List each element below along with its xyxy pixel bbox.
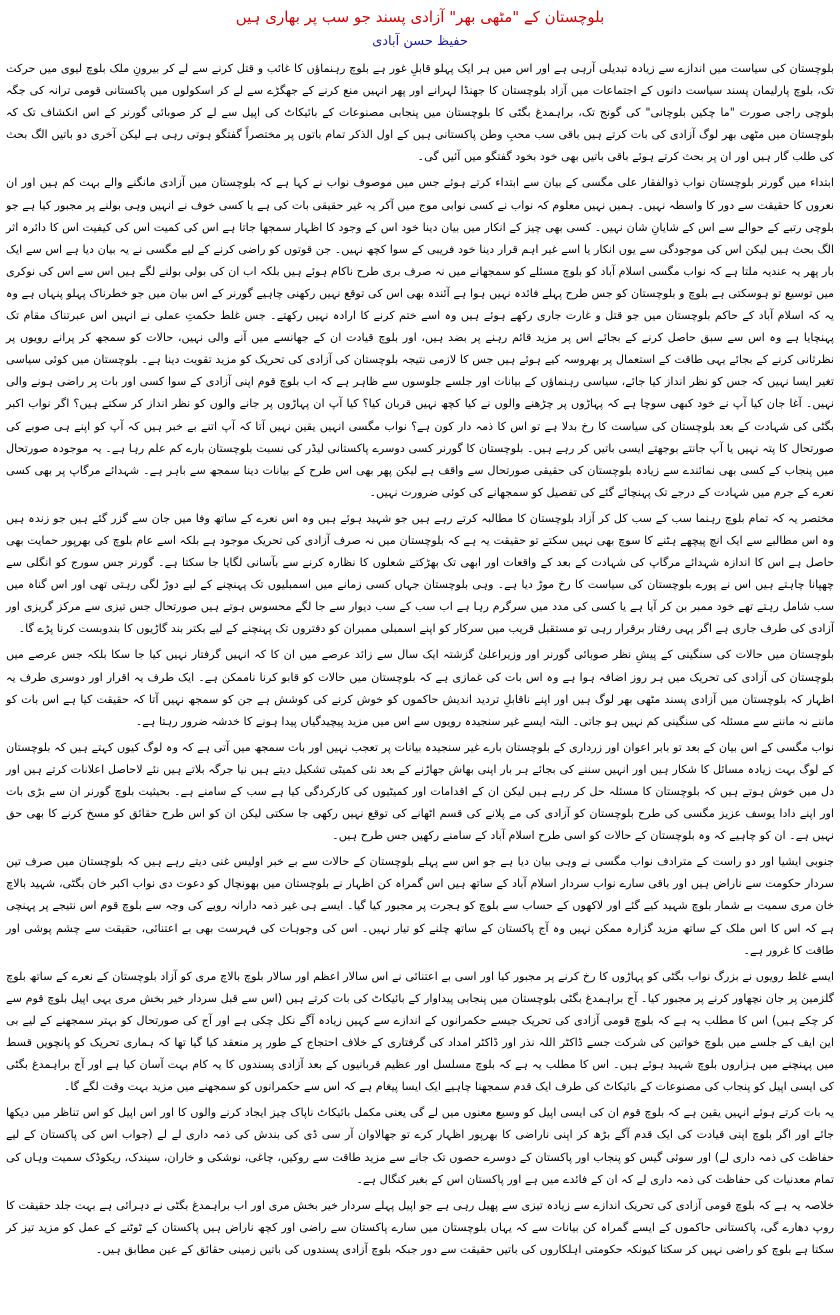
article-title: بلوچستان کے "مٹھی بھر" آزادی پسند جو سب پر بھاری ہیں (235, 8, 605, 26)
paragraph: خلاصہ یہ ہے کہ بلوچ قومی آزادی کی تحریک اندازے سے زیادہ تیزی سے پھیل رہی ہے جو اپیل پہلے سردار خیر بخش مری اور اب براہمدغ بگٹی نے دہرائی ہے بہت جلد حقیقت کا روپ دھارے گی، پاکستانی حاکموں کے ایسے گمراہ کن بیانات سے کہ یہاں بلوچستان میں سارے پاکستان سے راضی اور کچھ ناراض ہیں پاکستان کے ٹوٹنے کے عمل کو مزید تیز کر سکتا ہے بلوچ کو راضی نہیں کر سکتا کیونکہ حکومتی اہلکاروں کی باتیں حقیقت سے دور جبکہ بلوچ آزادی پسندوں کی باتیں زمینی حقائق کے عین مطابق ہیں۔ (6, 1198, 834, 1256)
paragraph: ایسے غلط رویوں نے بزرگ نواب بگٹی کو پہاڑوں کا رخ کرنے پر مجبور کیا اور اسی بے اعتنائی نے اس سالار اعظم اور سالار بلوچ بالاچ مری کو آزاد بلوچستان کے نعرے کے ساتھ بلوچ گلزمین پر جان نچھاور کرنے پر مجبور کیا۔ آج براہمدغ بگٹی بلوچستان میں پنجابی پیداوار کے بائیکاٹ کی بات کرتے ہیں (اس سے قبل سردار خیر بخش مری یہی اپیل بلوچ قوم سے کر چکے ہیں) اس کا مطلب یہ ہے کہ بلوچ قومی آزادی کی تحریک جیسے حکمرانوں کے اندازے سے کہیں زیادہ آگے نکل چکی ہے اور آج کی صورتحال کو بہتر سمجھنے کے لیے بی این ایف کے جلسے میں بلوچ خواتین کی شرکت جسے ڈاکٹر اللہ نذر اور ڈاکٹر امداد کی گرفتاری کے خلاف احتجاج کے طور پر منعقد کیا گیا تھا کہ ہماری تحریک کو پانچویں قسط میں پہنچنے میں ہزاروں بلوچ شہید ہوئے ہیں۔ اس کا مطلب یہ ہے کہ بلوچ مسلسل اور عظیم قربانیوں کے بعد آزادی پسندوں کا یہ کام بہت آسان کیا ہے اور آج براہمدغ بگٹی کی ایسی اپیل کو پنجاب کی مصنوعات کے بائیکاٹ کی طرف ایک قدم سمجھنا چاہیے ایک ایسا پیغام ہے کہ اس سے حکمرانوں کو سمجھنے میں مزید بہت وقت لگے گا۔ (6, 969, 834, 1094)
paragraph: مختصر یہ کہ تمام بلوچ رہنما سب کے سب کل کر آزاد بلوچستان کا مطالبہ کرتے رہے ہیں جو شہید ہوئے ہیں وہ اس نعرے کے ساتھ وفا میں جان سے گزر گئے ہیں جو زندہ ہیں وہ اس مطالبے سے ایک انچ پیچھے ہٹنے کا سوچ بھی نہیں سکتے تو حقیقت یہ ہے کہ بلوچستان میں نہ صرف آزادی کی تحریک موجود ہے بلکہ اسے عام بلوچ کی بھرپور حمایت بھی حاصل ہے اس کا اندازہ شہدائے مرگاپ کی شہادت کے بعد کے واقعات اور ابھی تک بھڑکتے شعلوں کا نظارہ کرنے سے بآسانی لگایا جا سکتا ہے۔ گورنر جس سورج کو انگلی سے چھپانا چاہتے ہیں اس نے پورے بلوچستان کی سیاست کا رخ موڑ دیا ہے۔ وہی بلوچستان جہاں کسی زمانے میں اسمبلیوں تک پہنچنے کے لیے دوڑ لگی رہتی تھی اور اس گناہ میں سب شامل رہتے تھے خود ممبر بن کر آیا ہے یا کسی کی مدد میں سرگرم رہا ہے اب سب کے سب دیوار سے جا لگے محسوس ہوتے ہیں صورتحال جس تیزی سے مرکز گریزی اور آزادی کی طرف جاری ہے اگر یہی رفتار برقرار رہی تو مستقبل قریب میں سرکار کو اپنے اسمبلی ممبران کو دفتروں تک پہنچنے کے لیے بکتر بند گاڑیوں کا بندوبست کرنا پڑے گا۔ (6, 511, 834, 636)
paragraph: جنوبی ایشیا اور دو راست کے مترادف نواب مگسی نے وہی بیان دیا ہے جو اس سے پہلے بلوچستان کے حالات سے بے خبر اولیس غنی دیتے رہے ہیں کہ بلوچستان میں صرف تین سردار حکومت سے ناراض ہیں اور باقی سارے نواب سردار اسلام آباد کے ساتھ ہیں اس گمراہ کن اظہار نے بلوچستان میں بھونچال کو دعوت دی نواب اکبر خان بگٹی، شہید بالاچ خان مری سمیت بے شمار بلوچ شہید کیے گئے اور لاکھوں کے حساب سے بلوچ کو ہجرت پر مجبور کیا گیا۔ ایسے ہی غیر ذمہ دارانہ رویے کی وجہ سے بلوچ قوم اس نتیجے پر پہنچی ہے کہ اس کا اس ملک کے ساتھ مزید گزارہ ممکن نہیں وہ آج پاکستان کے ساتھ چلنے کو تیار نہیں۔ اس کی وجوہات کی فہرست بھی بے اعتنائی، حقیقت سے چشم پوشی اور طاقت کا غرور ہے۔ (6, 855, 834, 957)
paragraph: بلوچستان کی سیاست میں اندازے سے زیادہ تبدیلی آرہی ہے اور اس میں ہر ایک پہلو قابلِ غور ہے بلوچ رہنماؤں کا غائب و قتل کرنے سے لے کر بیرونِ ملک بلوچ لیوی میں حرکت تک، بلوچ پارلیمان پسند سیاست دانوں کے اجتماعات میں آزاد بلوچستان کا جھنڈا لہرانے اور پھر انہیں منع کرنے کے جھگڑے سے لے کر اسکولوں میں پاکستانی قومی ترانہ کی جگہ بلوچی راجی صورت "ما چکیں بلوچانی" کی گونج تک، براہمدغ بگٹی کا بلوچستان میں پنجابی مصنوعات کے بائیکاٹ کی اپیل سے لے کر صوبائی گورنر کے اس انکشاف تک کہ بلوچستان میں مٹھی بھر لوگ آزادی کی بات کرتے ہیں باقی سب محبِ وطن پاکستانی ہیں کے اول الذکر تمام باتوں پر مختصراً گفتگو ہوتی رہی ہے لیکن آخری دو باتیں الگ بحث کی طلب گار ہیں اور ان پر بحث کرتے ہوئے باقی باتیں بھی خود بخود گفتگو میں آئیں گی۔ (6, 62, 834, 164)
paragraph: نواب مگسی کے اس بیان کے بعد تو بابر اعوان اور زرداری کے بلوچستان بارے غیر سنجیدہ بیانات پر تعجب نہیں اور بات سمجھ میں آتی ہے کہ وہ لوگ کیوں کہتے ہیں کہ بلوچستان کے لوگ بہت زیادہ مسائل کا شکار ہیں اور انہیں سننے کی بجائے ہر بار اپنی بھاش جھاڑنے کے بعد نئی کمیٹی تشکیل دیتے ہیں نیا جرگہ بلاتے ہیں نئے لاحاصل اعلانات کرتے ہیں اور دل میں خوش ہوتے ہیں کہ بلوچستان کا مسئلہ حل کر رہے ہیں لیکن ان کے اقدامات اور کمیٹیوں کی کارکردگی کیا ہے سب کے سامنے ہے۔ بحیثیت بلوچ گورنر ان سے بڑی بات اور اپنے دادا یوسف عزیز مگسی کی طرح بلوچستان کو آزادی کی مے پلانے کی قسم اٹھانے کی توقع نہیں رکھی جا سکتی لیکن ان کو اس طرح حقائق کو مسخ کرنے کا بھی حق نہیں ہے۔ ان کو چاہیے کہ وہ بلوچستان کے حالات کو اسی طرح اسلام آباد کے سامنے رکھیں جس طرح ہیں۔ (6, 740, 834, 843)
paragraph: ابتداء میں گورنر بلوچستان نواب ذوالفقار علی مگسی کے بیان سے ابتداء کرتے ہوئے جس میں موصوف نواب نے کہا ہے کہ بلوچستان میں آزادی مانگنے والے بہت کم ہیں اور ان نعروں کا حقیقت سے دور کا واسطہ نہیں۔ ہمیں نہیں معلوم کہ نواب نے کسی نوابی موج میں آکر یہ غیر حقیقی بات کی ہے یا کسی خوف نے انہیں وہی بولنے پر مجبور کیا ہے جو بلوچی رتبے کے حوالے سے اس کے شایانِ شان نہیں۔ کسی بھی چیز کے انکار میں بیان دینا خود اس کے وجود کا اظہار سمجھا جاتا ہے اس کی کمیت اس کی کیفیت اس کا دائرہ اثر الگ بحث ہیں لیکن اس کی موجودگی سے یوں انکار یا اسے غیر اہم قرار دینا خود فریبی کے سوا کچھ نہیں۔ جن قوتوں کو راضی کرنے کے لیے مگسی نے یہ بیان دیا ہے اس سے ایک بار پھر یہ عندیہ ملتا ہے کہ نواب مگسی اسلام آباد کو بلوچ مسئلے کو سمجھانے میں نہ صرف بری طرح ناکام ہوئے ہیں بلکہ اب ان کی بولی بولنے لگے ہیں اس سے اس کی نوکری میں توسیع تو ہوسکتی ہے بلوچ و بلوچستان کو جس طرح پہلے فائدہ نہیں ہوا ہے آئندہ بھی اس کی توقع نہیں رکھنی چاہیے گورنر کے اس بیان میں جو خطرناک پہلو پنہاں ہے وہ یہ کہ اسلام آباد کے حاکم بلوچستان میں جو قتل و غارت جاری رکھے ہوئے ہیں وہ اسے ختم کرنے کا ارادہ نہیں رکھتے۔ جس غلط حکمتِ عملی نے انہیں اس عبرتناک مقام تک پہنچایا ہے وہ اس سے سبق حاصل کرنے کے بجائے اس پر مزید قائم رہنے پر بضد ہیں، اور بلوچ قیادت ان کے جھانسے میں آنے والی نہیں، حالات کو سمجھ کر پرانے رویوں پر نظرثانی کرنے کے بجائے یہی طاقت کے استعمال پر بھروسہ کیے ہوئے ہیں جس کا لازمی نتیجہ بلوچستان کی آزادی کی تحریک کو مزید تقویت دینا ہے۔ بلوچستان میں کوئی سیاسی تغیر ایسا نہیں کہ جس کو نظر انداز کیا جائے، سیاسی رہنماؤں کے بیانات اور جلسے جلوسوں سے ظاہر ہے کہ اب بلوچ قوم اپنی آزادی کے سوا کسی اور بات پر راضی ہونے والی نہیں۔ آغا جان کیا آپ نے خود کبھی سوچا ہے کہ پہاڑوں پر چڑھنے والوں نے کیا کچھ نہیں قربان کیا؟ کیا آپ ان پہاڑوں پر جانے والوں کو نظر انداز کر سکتے ہیں؟ اگر نواب اکبر بگٹی کی شہادت کے بعد بلوچستان کی سیاست کا رخ بدلا ہے تو اس کا ذمہ دار کون ہے؟ نواب مگسی انہیں یقین نہیں آتا کہ آپ اتنے بے خبر ہیں کہ آپ کو اپنے ہی صوبے کی صورتحال کا پتہ نہیں یا آپ جانتے بوجھتے ایسی باتیں کر رہے ہیں۔ بلوچستان کا گورنر کسی دوسرے پاکستانی لیڈر کی نسبت بلوچستان بارے کم علم رہا ہے۔ یہ موجودہ صورتحال میں پنجاب کے کسی بھی نمائندے سے زیادہ بلوچستان کی حقیقی صورتحال سے واقف ہے لیکن پھر بھی اس طرح کے بیانات دینا سمجھ سے باہر ہے۔ شہدائے مرگاپ پر بھی کسی نعرے کے جرم میں شہادت کے درجے تک پہنچائے گئے کی تفصیل کو سمجھانے کی کوئی ضرورت نہیں۔ (6, 176, 834, 499)
paragraph: یہ بات کرتے ہوئے انہیں یقین ہے کہ بلوچ قوم ان کی ایسی اپیل کو وسیع معنوں میں لے گی یعنی مکمل بائیکاٹ ناپاک چیز ایجاد کرنے والوں کا اور اس اپیل کو اس تناظر میں دیکھا جائے اور اگر بلوچ اپنی قیادت کی ایک قدم آگے بڑھ کر اپنی ناراضی کا بھرپور اظہار کرے تو جھالاوان آر سی ڈی کی بندش کی ذمہ داری لے لے (جواب اس کی پاکستان کے لیے حفاظت کی ذمہ داری لے) اور سوئی گیس کو پنجاب اور پاکستان کے دوسرے حصوں تک جانے سے مزید طاقت سے روکیں، چاغی، نوشکی و خاران، سیندک، ریکوڈک سمیت وہاں کی تمام معدنیات کی حفاظت کی ذمہ داری لے کہ ان کے فائدے میں ہے اور پاکستان اس کے بغیر کنگال ہے۔ (6, 1106, 834, 1186)
article-author: حفیظ حسن آبادی (372, 34, 468, 49)
paragraph: بلوچستان میں حالات کی سنگینی کے پیشِ نظر صوبائی گورنر اور وزیراعلیٰ گزشتہ ایک سال سے زائد عرصے میں ان کا کہ انہیں گرفتار نہیں کیا جا سکا بلکہ جس عرصے میں بلوچستان کی آزادی کی تحریک میں ہر روز اضافہ ہوا ہے وہ اس بات کی غمازی ہے کہ بلوچستان میں حالات کو قابو کرنا ناممکن ہے۔ ایک طرف یہ اقرار اور دوسری طرف یہ اظہار کہ بلوچستان میں آزادی پسند مٹھی بھر لوگ ہیں اور اپنے ناقابلِ تردید اندیش حاکموں کو خوش کرنے کی کوشش ہے جن کو سمجھ نہیں آتا کہ حقیقت کیا ہے اس بات کو ماننے نہ ماننے سے مسئلہ کی سنگینی کم نہیں ہو جاتی۔ البتہ ایسے غیر سنجیدہ رویوں سے اس میں مزید پیچیدگیاں پیدا ہونے کا خدشہ ضرور رہتا ہے۔ (6, 648, 834, 728)
article-body (6, 58, 834, 1261)
